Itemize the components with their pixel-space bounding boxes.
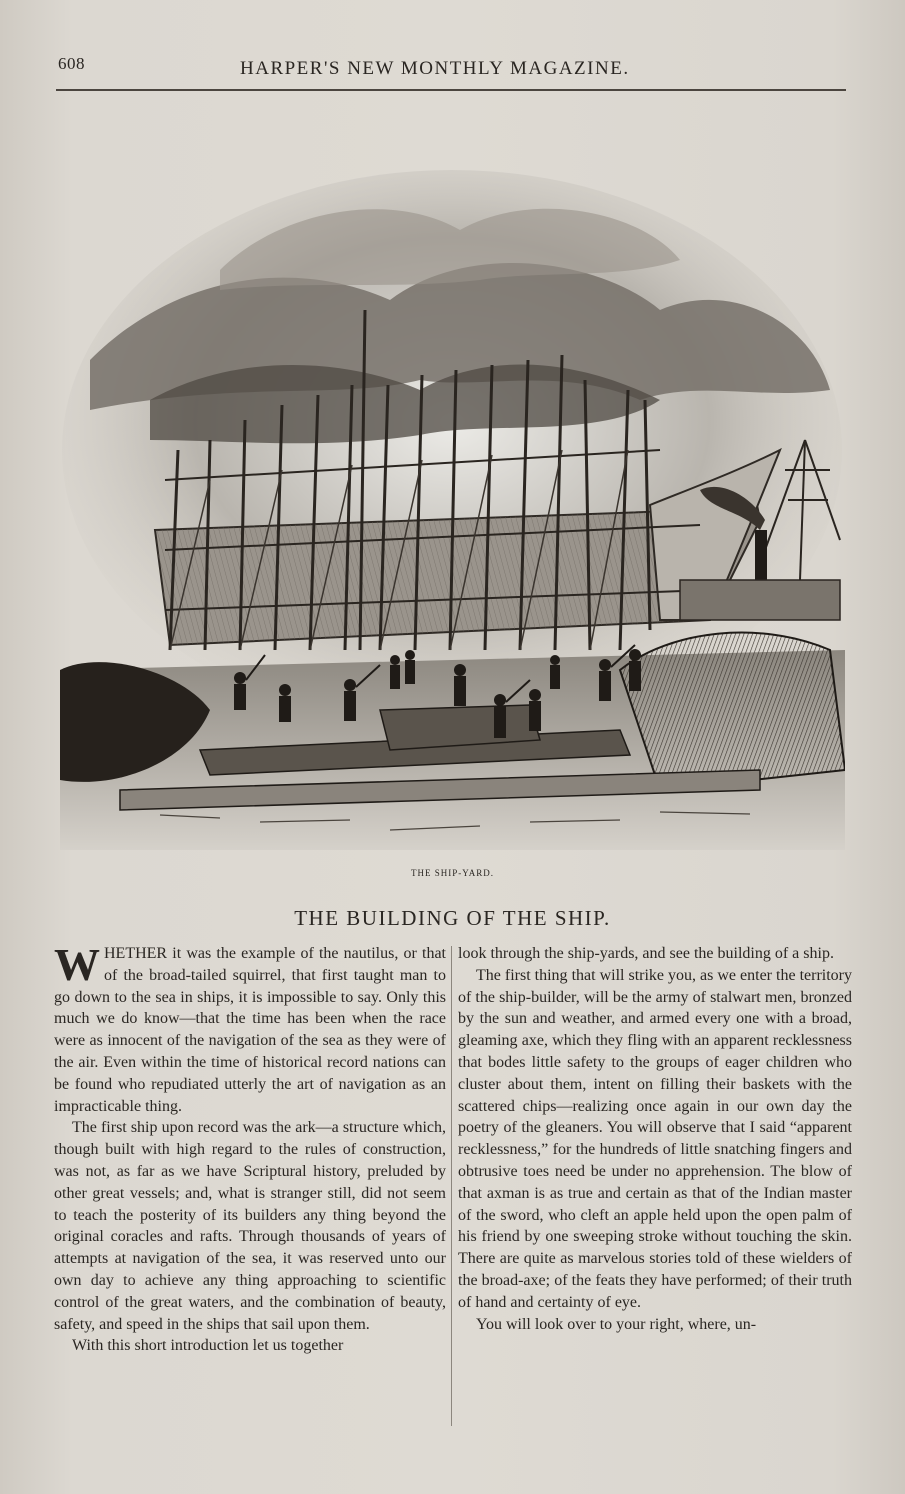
right-timber-pile [620, 633, 845, 790]
steamer-funnel [755, 530, 767, 580]
right-paragraph-2: The first thing that will strike you, as we enter the territory of the ship-builder, will be the army of stalwart men, bronzed by the sun and weather, and armed every one with a broad, gleaming axe, which they fling with an apparent recklessness that bodes little safety to the groups of eager children who cluster about them, intent on filling their baskets with the scattered chips—realizing once again in our own day the poetry of the gleaners. You will observe that I said “apparent recklessness,” for the hundreds of little snatching fingers and obtrusive toes need be under no apprehension. The blow of that axman is as true and certain as that of the Indian master of the sword, who cleft an apple held upon the open palm of his friend by one sweeping stroke without touching the skin. There are quite as marvelous stories told of these wielders of the broad-axe; of the feats they have performed; of their truth of hand and certainty of eye. [458, 966, 852, 1311]
running-head: HARPER'S NEW MONTHLY MAGAZINE. [240, 58, 630, 79]
article-title: THE BUILDING OF THE SHIP. [294, 906, 611, 930]
ship-yard-engraving [60, 150, 845, 870]
left-column [54, 939, 446, 1357]
left-paragraph-2: The first ship upon record was the ark—a structure which, though built with high regard to the rules of construction, was not, as far as we have Scriptural history, preluded by other great vessels; and, what is stranger still, did not seem to teach the posterity of its builders any thing beyond the original coracles and rafts. Through thousands of years of attempts at navigation of the sea, it was reserved unto our own day to achieve any thing approaching to scientific control of the great waters, and the combination of beauty, safety, and speed in the ships that sail upon them. [54, 1119, 446, 1333]
right-paragraph-3: You will look over to your right, where, un- [476, 1315, 757, 1333]
steamer-hull [680, 580, 840, 620]
left-p1-text: HETHER it was the example of the nautilus, or that of the broad-tailed squirrel, that first taught man to go down to the sea in ships, it is impossible to say. Only this much we do know—that the time has been when the race were as innocent of the navigation of the sea as they were of the air. Even within the time of historical record nations can be found who repudiated utterly the art of navigation as an impracticable thing. [54, 945, 446, 1115]
drop-cap: W [54, 939, 100, 990]
left-paragraph-3: With this short introduction let us together [72, 1337, 344, 1355]
right-column [458, 943, 852, 1335]
right-paragraph-1: look through the ship-yards, and see the building of a ship. [458, 945, 834, 962]
column-divider [451, 946, 452, 1426]
left-paragraph-1 [54, 939, 446, 1117]
figure-caption: THE SHIP-YARD. [410, 868, 494, 878]
header-rule [56, 89, 846, 91]
page-number: 608 [58, 54, 85, 73]
